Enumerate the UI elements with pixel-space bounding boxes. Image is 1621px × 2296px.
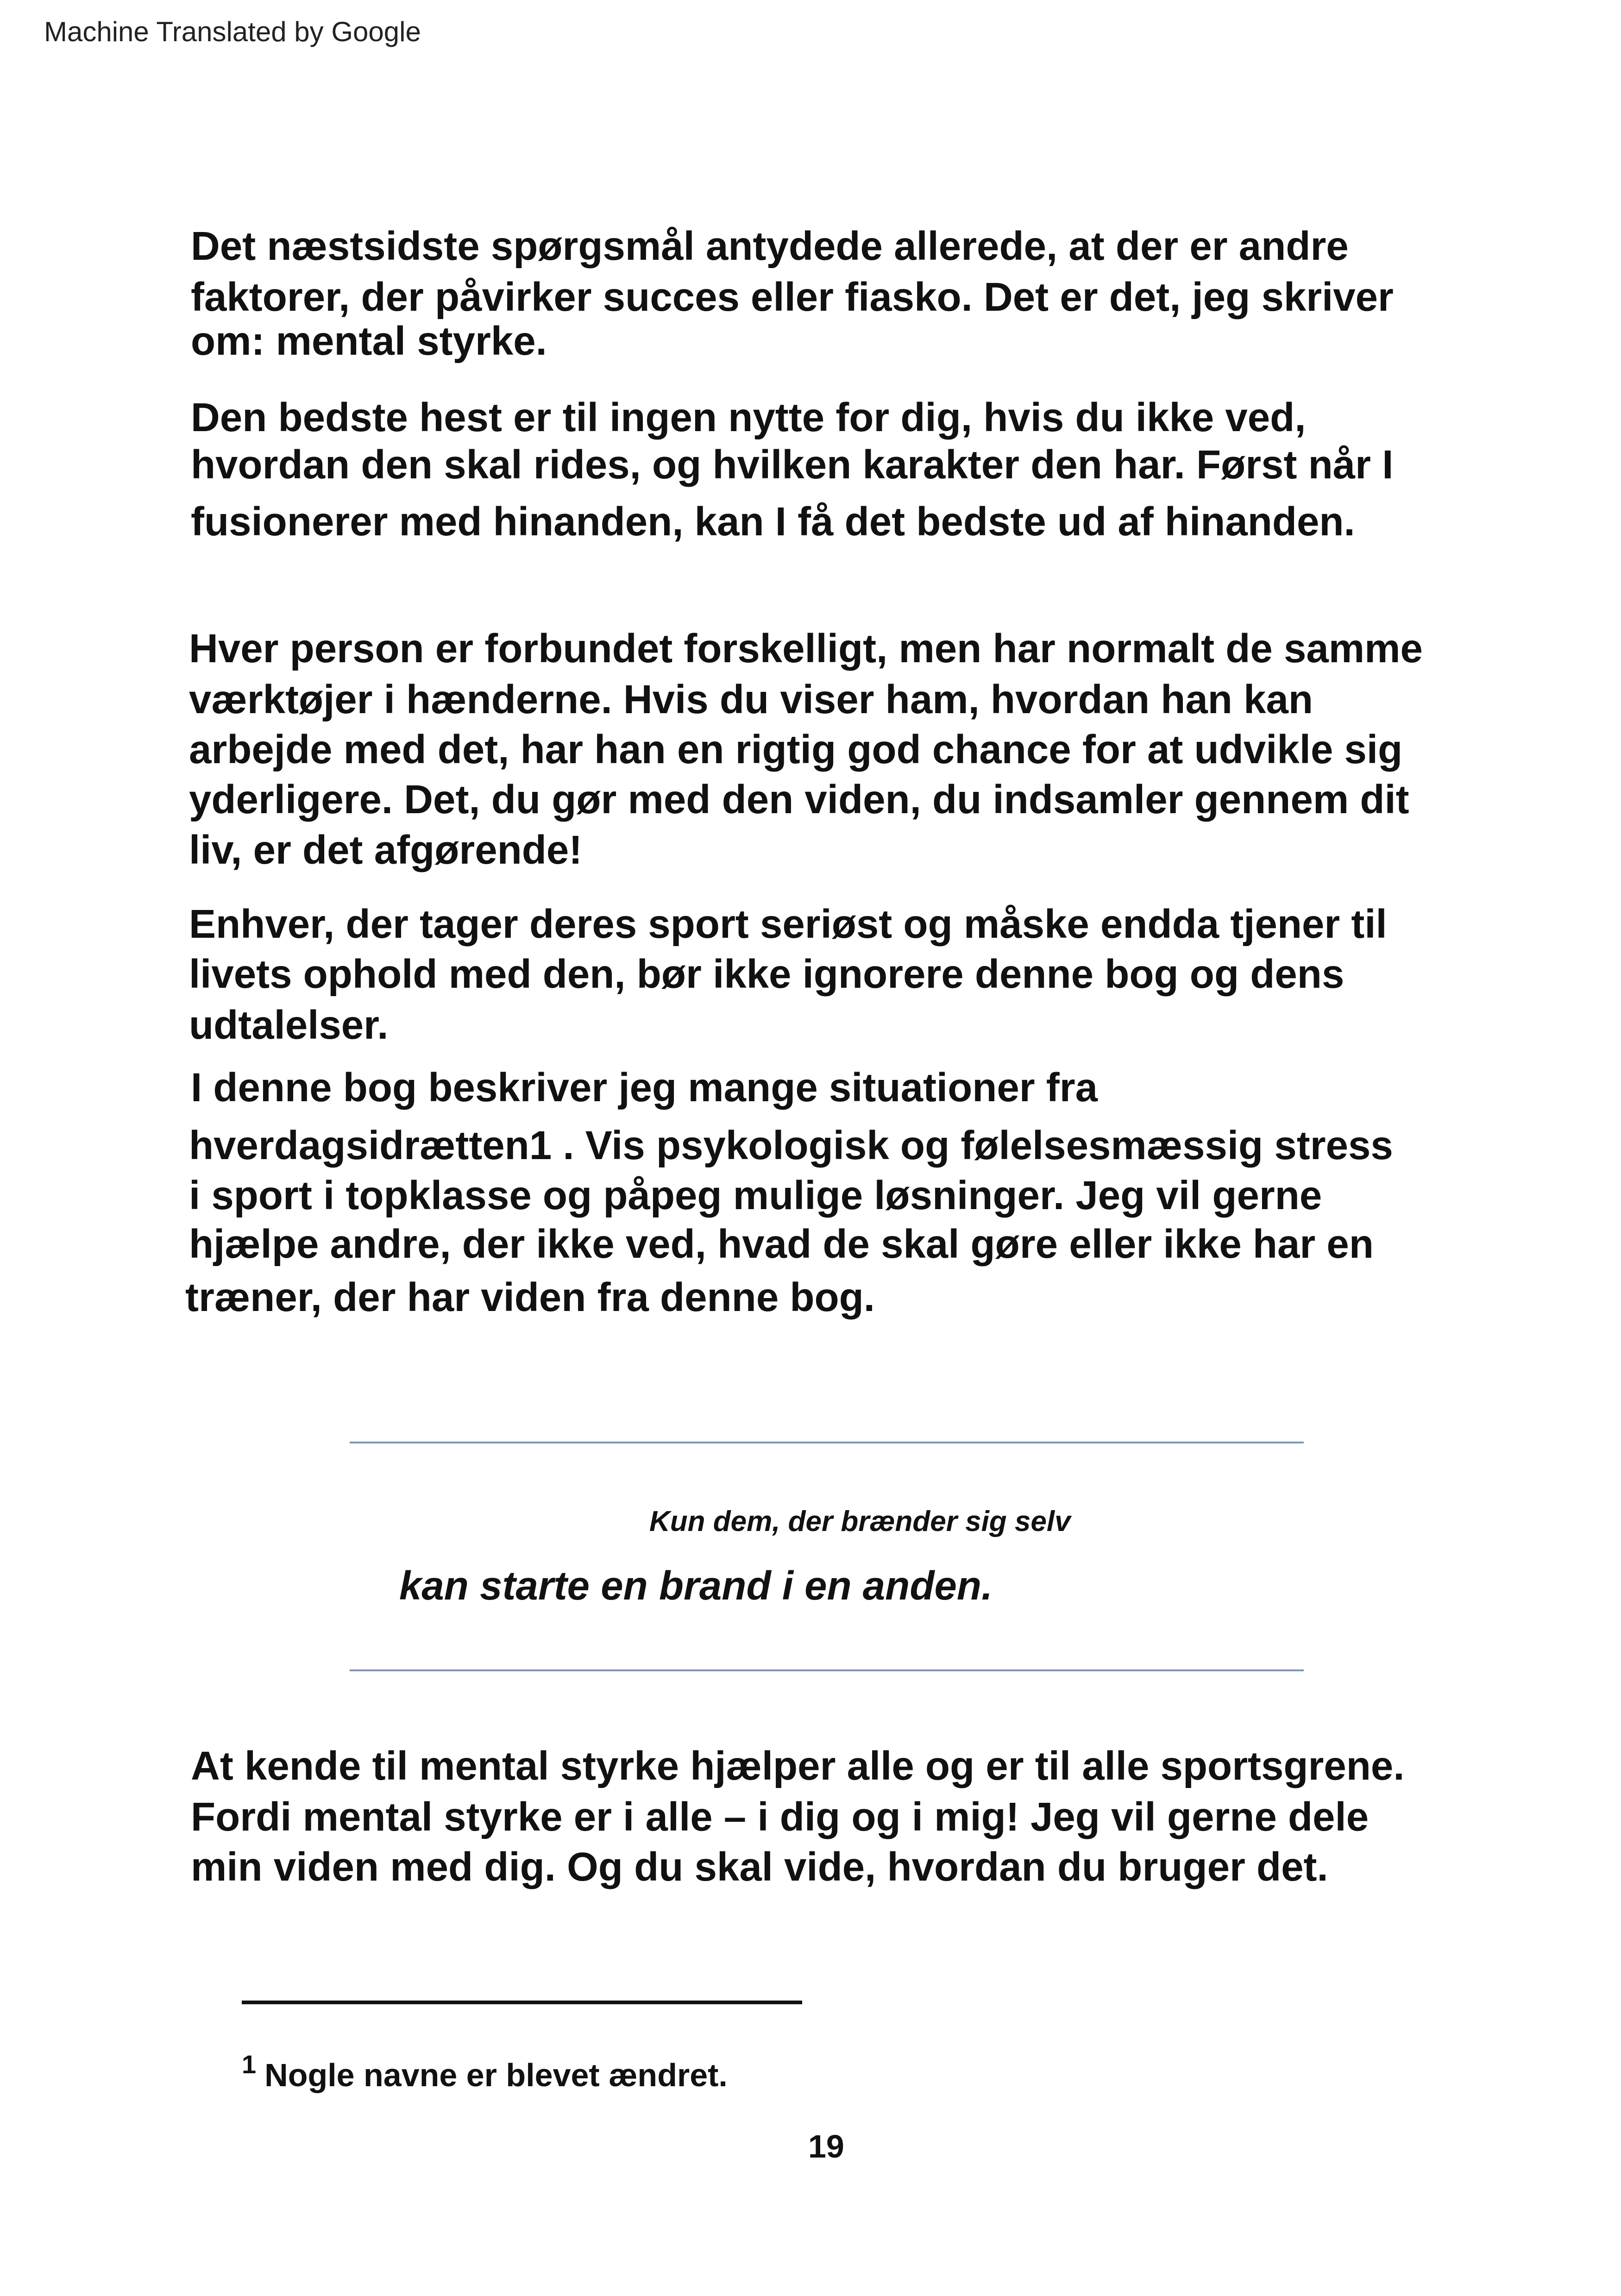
paragraph-5-line-3: i sport i topklasse og påpeg mulige løsninger. Jeg vil gerne [189, 1173, 1322, 1218]
paragraph-6-line-3: min viden med dig. Og du skal vide, hvordan du bruger det. [191, 1844, 1328, 1889]
paragraph-5-line-2: hverdagsidrætten1 . Vis psykologisk og følelsesmæssig stress [189, 1123, 1393, 1168]
paragraph-3-line-5: liv, er det afgørende! [189, 828, 583, 872]
paragraph-6-line-1: At kende til mental styrke hjælper alle og er til alle sportsgrene. [191, 1744, 1405, 1788]
page-number: 19 [808, 2128, 844, 2164]
machine-translation-header: Machine Translated by Google [44, 16, 421, 47]
paragraph-3-line-1: Hver person er forbundet forskelligt, men har normalt de samme [189, 626, 1423, 671]
paragraph-2-line-3: fusionerer med hinanden, kan I få det bedste ud af hinanden. [191, 499, 1355, 544]
quote-top-rule [350, 1442, 1304, 1443]
paragraph-1-line-1: Det næstsidste spørgsmål antydede allerede, at der er andre [191, 224, 1349, 269]
footnote [242, 2049, 728, 2094]
quote-bottom-rule [350, 1669, 1304, 1671]
paragraph-3-line-2: værktøjer i hænderne. Hvis du viser ham, hvordan han kan [189, 677, 1313, 722]
paragraph-1-line-2: faktorer, der påvirker succes eller fiasko. Det er det, jeg skriver [191, 275, 1394, 320]
paragraph-6-line-2: Fordi mental styrke er i alle – i dig og i mig! Jeg vil gerne dele [191, 1794, 1369, 1839]
paragraph-5-line-5: træner, der har viden fra denne bog. [185, 1275, 875, 1320]
paragraph-3-line-4: yderligere. Det, du gør med den viden, du indsamler gennem dit [189, 777, 1409, 822]
quote-line-2: kan starte en brand i en anden. [399, 1563, 993, 1608]
footnote-text: Nogle navne er blevet ændret. [264, 2057, 728, 2093]
paragraph-2-line-1: Den bedste hest er til ingen nytte for dig, hvis du ikke ved, [191, 395, 1306, 440]
paragraph-4-line-3: udtalelser. [189, 1003, 389, 1048]
paragraph-2-line-2: hvordan den skal rides, og hvilken karakter den har. Først når I [191, 442, 1394, 487]
quote-line-1: Kun dem, der brænder sig selv [649, 1506, 1071, 1537]
paragraph-1-line-3: om: mental styrke. [191, 319, 547, 364]
footnote-rule [242, 2001, 802, 2004]
paragraph-3-line-3: arbejde med det, har han en rigtig god chance for at udvikle sig [189, 727, 1403, 772]
paragraph-4-line-2: livets ophold med den, bør ikke ignorere denne bog og dens [189, 952, 1345, 997]
footnote-marker: 1 [242, 2050, 257, 2079]
paragraph-4-line-1: Enhver, der tager deres sport seriøst og måske endda tjener til [189, 902, 1387, 947]
paragraph-5-line-4: hjælpe andre, der ikke ved, hvad de skal gøre eller ikke har en [189, 1222, 1374, 1267]
paragraph-5-line-1: I denne bog beskriver jeg mange situationer fra [191, 1065, 1098, 1110]
